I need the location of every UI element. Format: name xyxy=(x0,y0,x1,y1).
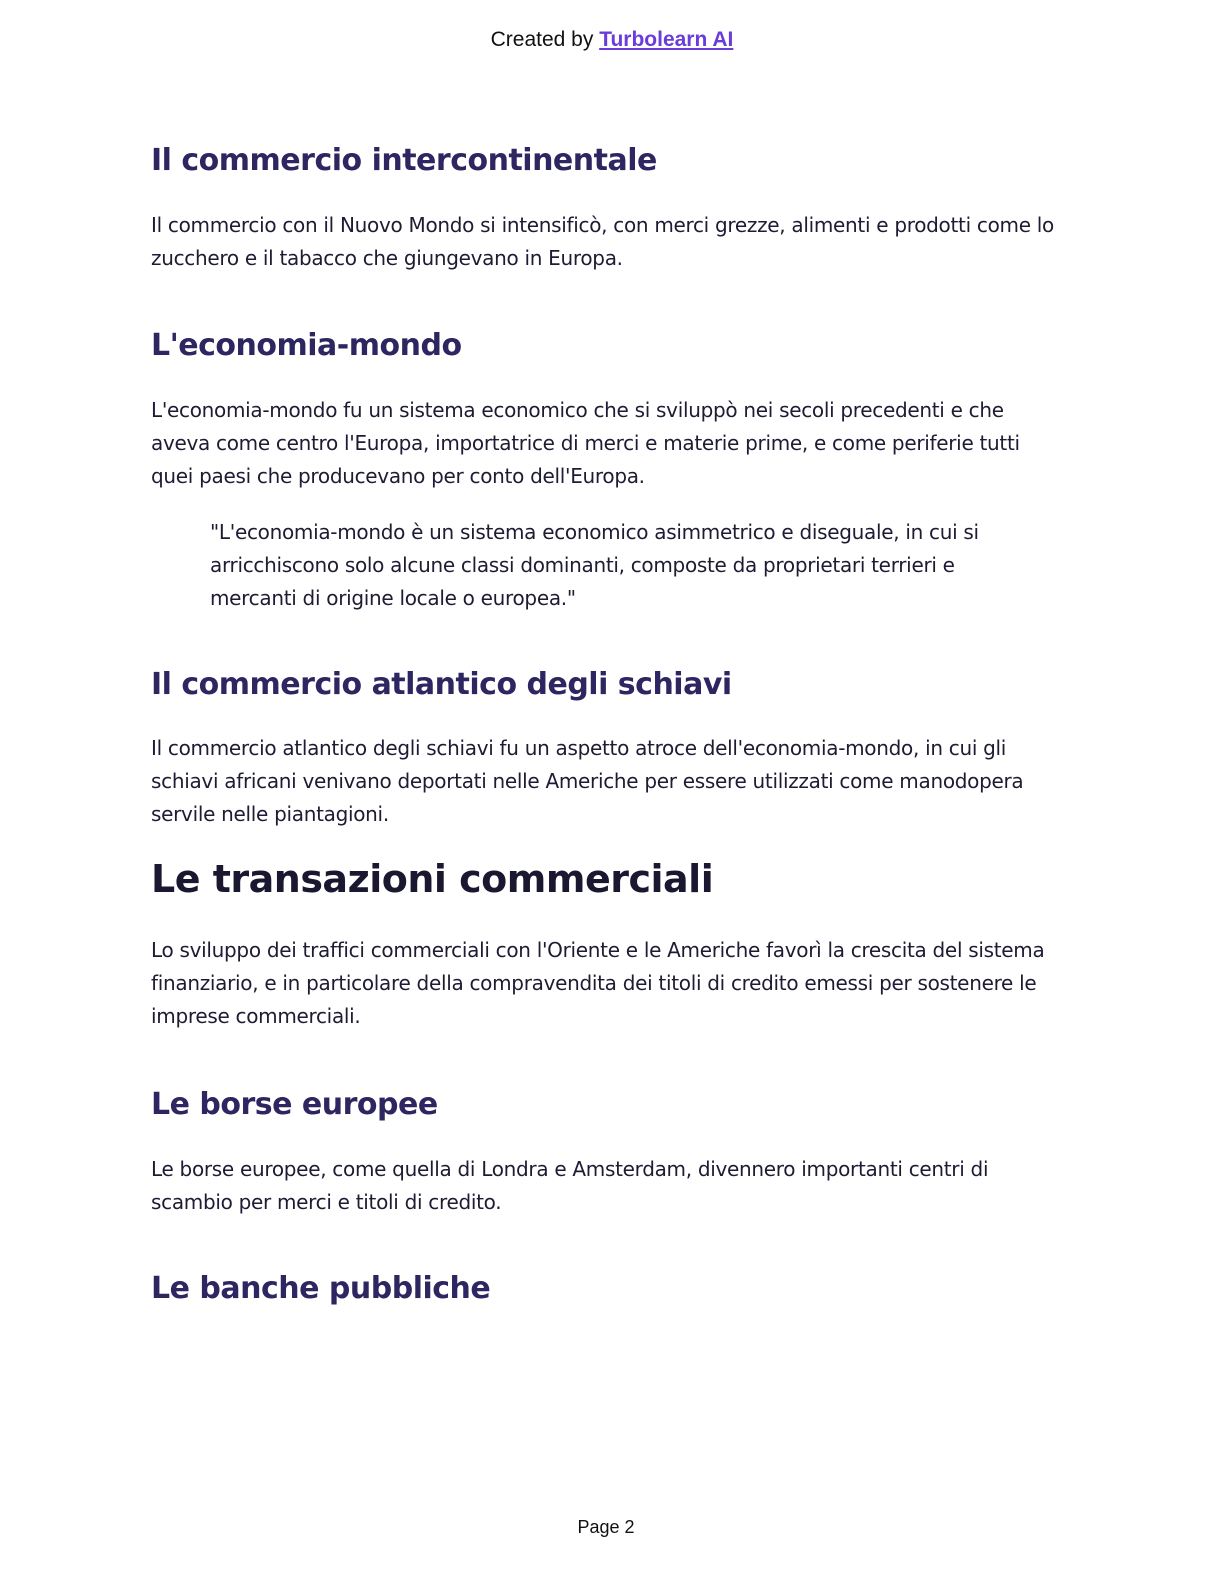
paragraph-commercio-intercontinentale: Il commercio con il Nuovo Mondo si intensificò, con merci grezze, alimenti e prodotti come lo zucchero e il tabacco che giungevano in Europa. xyxy=(151,213,1054,270)
heading-commercio-intercontinentale: Il commercio intercontinentale xyxy=(151,143,657,178)
header-prefix: Created by xyxy=(490,28,600,51)
paragraph-borse-europee: Le borse europee, come quella di Londra e Amsterdam, divennero importanti centri di scambio per merci e titoli di credito. xyxy=(151,1157,989,1214)
paragraph-transazioni-commerciali: Lo sviluppo dei traffici commerciali con l'Oriente e le Americhe favorì la crescita del sistema finanziario, e in particolare della compravendita dei titoli di credito emessi per sostenere le imprese commerciali. xyxy=(151,938,1045,1028)
heading-commercio-schiavi: Il commercio atlantico degli schiavi xyxy=(151,667,732,702)
paragraph-economia-mondo: L'economia-mondo fu un sistema economico che si sviluppò nei secoli precedenti e che aveva come centro l'Europa, importatrice di merci e materie prime, e come periferie tutti quei paesi che producevano per conto dell'Europa. xyxy=(151,398,1020,488)
quote-economia-mondo: "L'economia-mondo è un sistema economico asimmetrico e diseguale, in cui si arricchiscono solo alcune classi dominanti, composte da proprietari terrieri e mercanti di origine locale o europea." xyxy=(210,520,979,610)
heading-banche-pubbliche: Le banche pubbliche xyxy=(151,1271,491,1306)
heading-economia-mondo: L'economia-mondo xyxy=(151,328,462,363)
heading-borse-europee: Le borse europee xyxy=(151,1087,438,1122)
page-header xyxy=(0,28,1224,52)
paragraph-commercio-schiavi: Il commercio atlantico degli schiavi fu un aspetto atroce dell'economia-mondo, in cui gli schiavi africani venivano deportati nelle Americhe per essere utilizzati come manodopera servile nelle piantagioni. xyxy=(151,736,1024,826)
turbolearn-link[interactable]: Turbolearn AI xyxy=(599,28,734,51)
heading-transazioni-commerciali: Le transazioni commerciali xyxy=(151,857,714,901)
page-number: Page 2 xyxy=(577,1517,635,1537)
